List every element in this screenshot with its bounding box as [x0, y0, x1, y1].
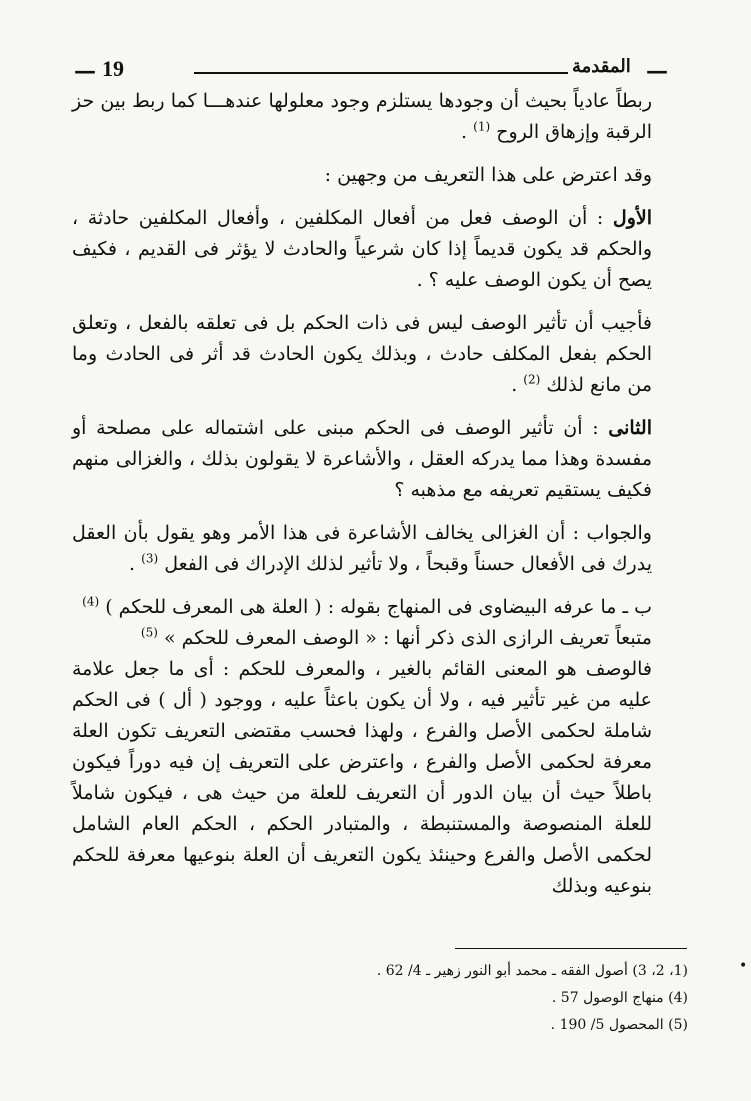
paragraph: فالوصف هو المعنى القائم بالغير ، والمعرف للحكم : أى ما جعل علامة عليه من غير تأثير فيه ، ولا أن يكون باعثاً عليه ، ووجود ( أل ) فى الحكم شاملة لحكمى الأصل والفرع ، ولهذا فحسب مقتضى التعريف تكون العلة معرفة لحكمى الأصل والفرع ، واعترض على التعريف إن فيه دوراً فيكون باطلاً حيث أن بيان الدور أن التعريف للعلة من حيث هى ، فيكون شاملاً للعلة المنصوصة والمستنبطة ، والمتبادر الحكم ، الحكم العام الشامل لحكمى الأصل والفرع وحينئذ يكون التعريف أن العلة بنوعيها معرفة للحكم بنوعيه وبذلك [72, 658, 652, 897]
header-dash-left: — [74, 58, 96, 84]
paragraph: الثانى : أن تأثير الوصف فى الحكم مبنى على اشتماله على مصلحة أو مفسدة وهذا مما يدركه العقل ، والأشاعرة لا يقولون بذلك ، والغزالى منهم فكيف يستقيم تعريفه مع مذهبه ؟ [72, 417, 652, 501]
point-label: الأول [612, 207, 652, 229]
point-label: الثانى [608, 417, 652, 439]
running-header [74, 56, 668, 86]
paragraph: ب ـ ما عرفه البيضاوى فى المنهاج بقوله : ( العلة هى المعرف للحكم ) $^{(4)}$ [82, 594, 652, 618]
footnote-ref: (1) [473, 119, 491, 134]
footnote: (1، 2، 3) أصول الفقه ـ محمد أبو النور زهير ـ 4/ 62 . [376, 963, 688, 979]
footnote-ref: (2) [523, 372, 541, 387]
paragraph: والجواب : أن الغزالى يخالف الأشاعرة فى هذا الأمر وهو يقول بأن العقل يدرك فى الأفعال حسناً وقبحاً ، ولا تأثير لذلك الإدراك فى الفعل $^{(3)}$ . [72, 522, 652, 575]
footnote-ref: (4) [82, 594, 100, 609]
page-number: 19 [102, 56, 124, 81]
margin-dot: • [739, 958, 748, 974]
paragraph: وقد اعترض على هذا التعريف من وجهين : [324, 164, 652, 186]
footnote: (4) منهاج الوصول 57 . [551, 990, 688, 1006]
footnote: (5) المحصول 5/ 190 . [550, 1017, 688, 1033]
footnote-ref: (5) [140, 625, 158, 640]
paragraph: ربطاً عادياً بحيث أن وجودها يستلزم وجود معلولها عندهـــا كما ربط بين حز الرقبة وإزهاق الروح $^{(1)}$ . [72, 90, 652, 143]
main-text [72, 86, 652, 902]
chapter-title: المقدمة [572, 56, 631, 77]
footnote-ref: (3) [141, 551, 159, 566]
paragraph: فأجيب أن تأثير الوصف ليس فى ذات الحكم بل فى تعلقه بالفعل ، وتعلق الحكم بفعل المكلف حادث ، وبذلك يكون الحادث قد أثر فى الحادث وما من مانع لذلك $^{(2)}$ . [72, 312, 652, 396]
paragraph: متبعاً تعريف الرازى الذى ذكر أنها : « الوصف المعرف للحكم » $^{(5)}$ [140, 625, 652, 649]
header-dash-right: — [646, 58, 668, 84]
footnotes [300, 958, 688, 1039]
header-rule [194, 72, 568, 74]
footnote-rule [455, 948, 687, 949]
paragraph: الأول : أن الوصف فعل من أفعال المكلفين ، وأفعال المكلفين حادثة ، والحكم قد يكون قديماً إذا كان شرعياً والحادث لا يؤثر فى القديم ، فكيف يصح أن يكون الوصف عليه ؟ . [72, 207, 652, 291]
